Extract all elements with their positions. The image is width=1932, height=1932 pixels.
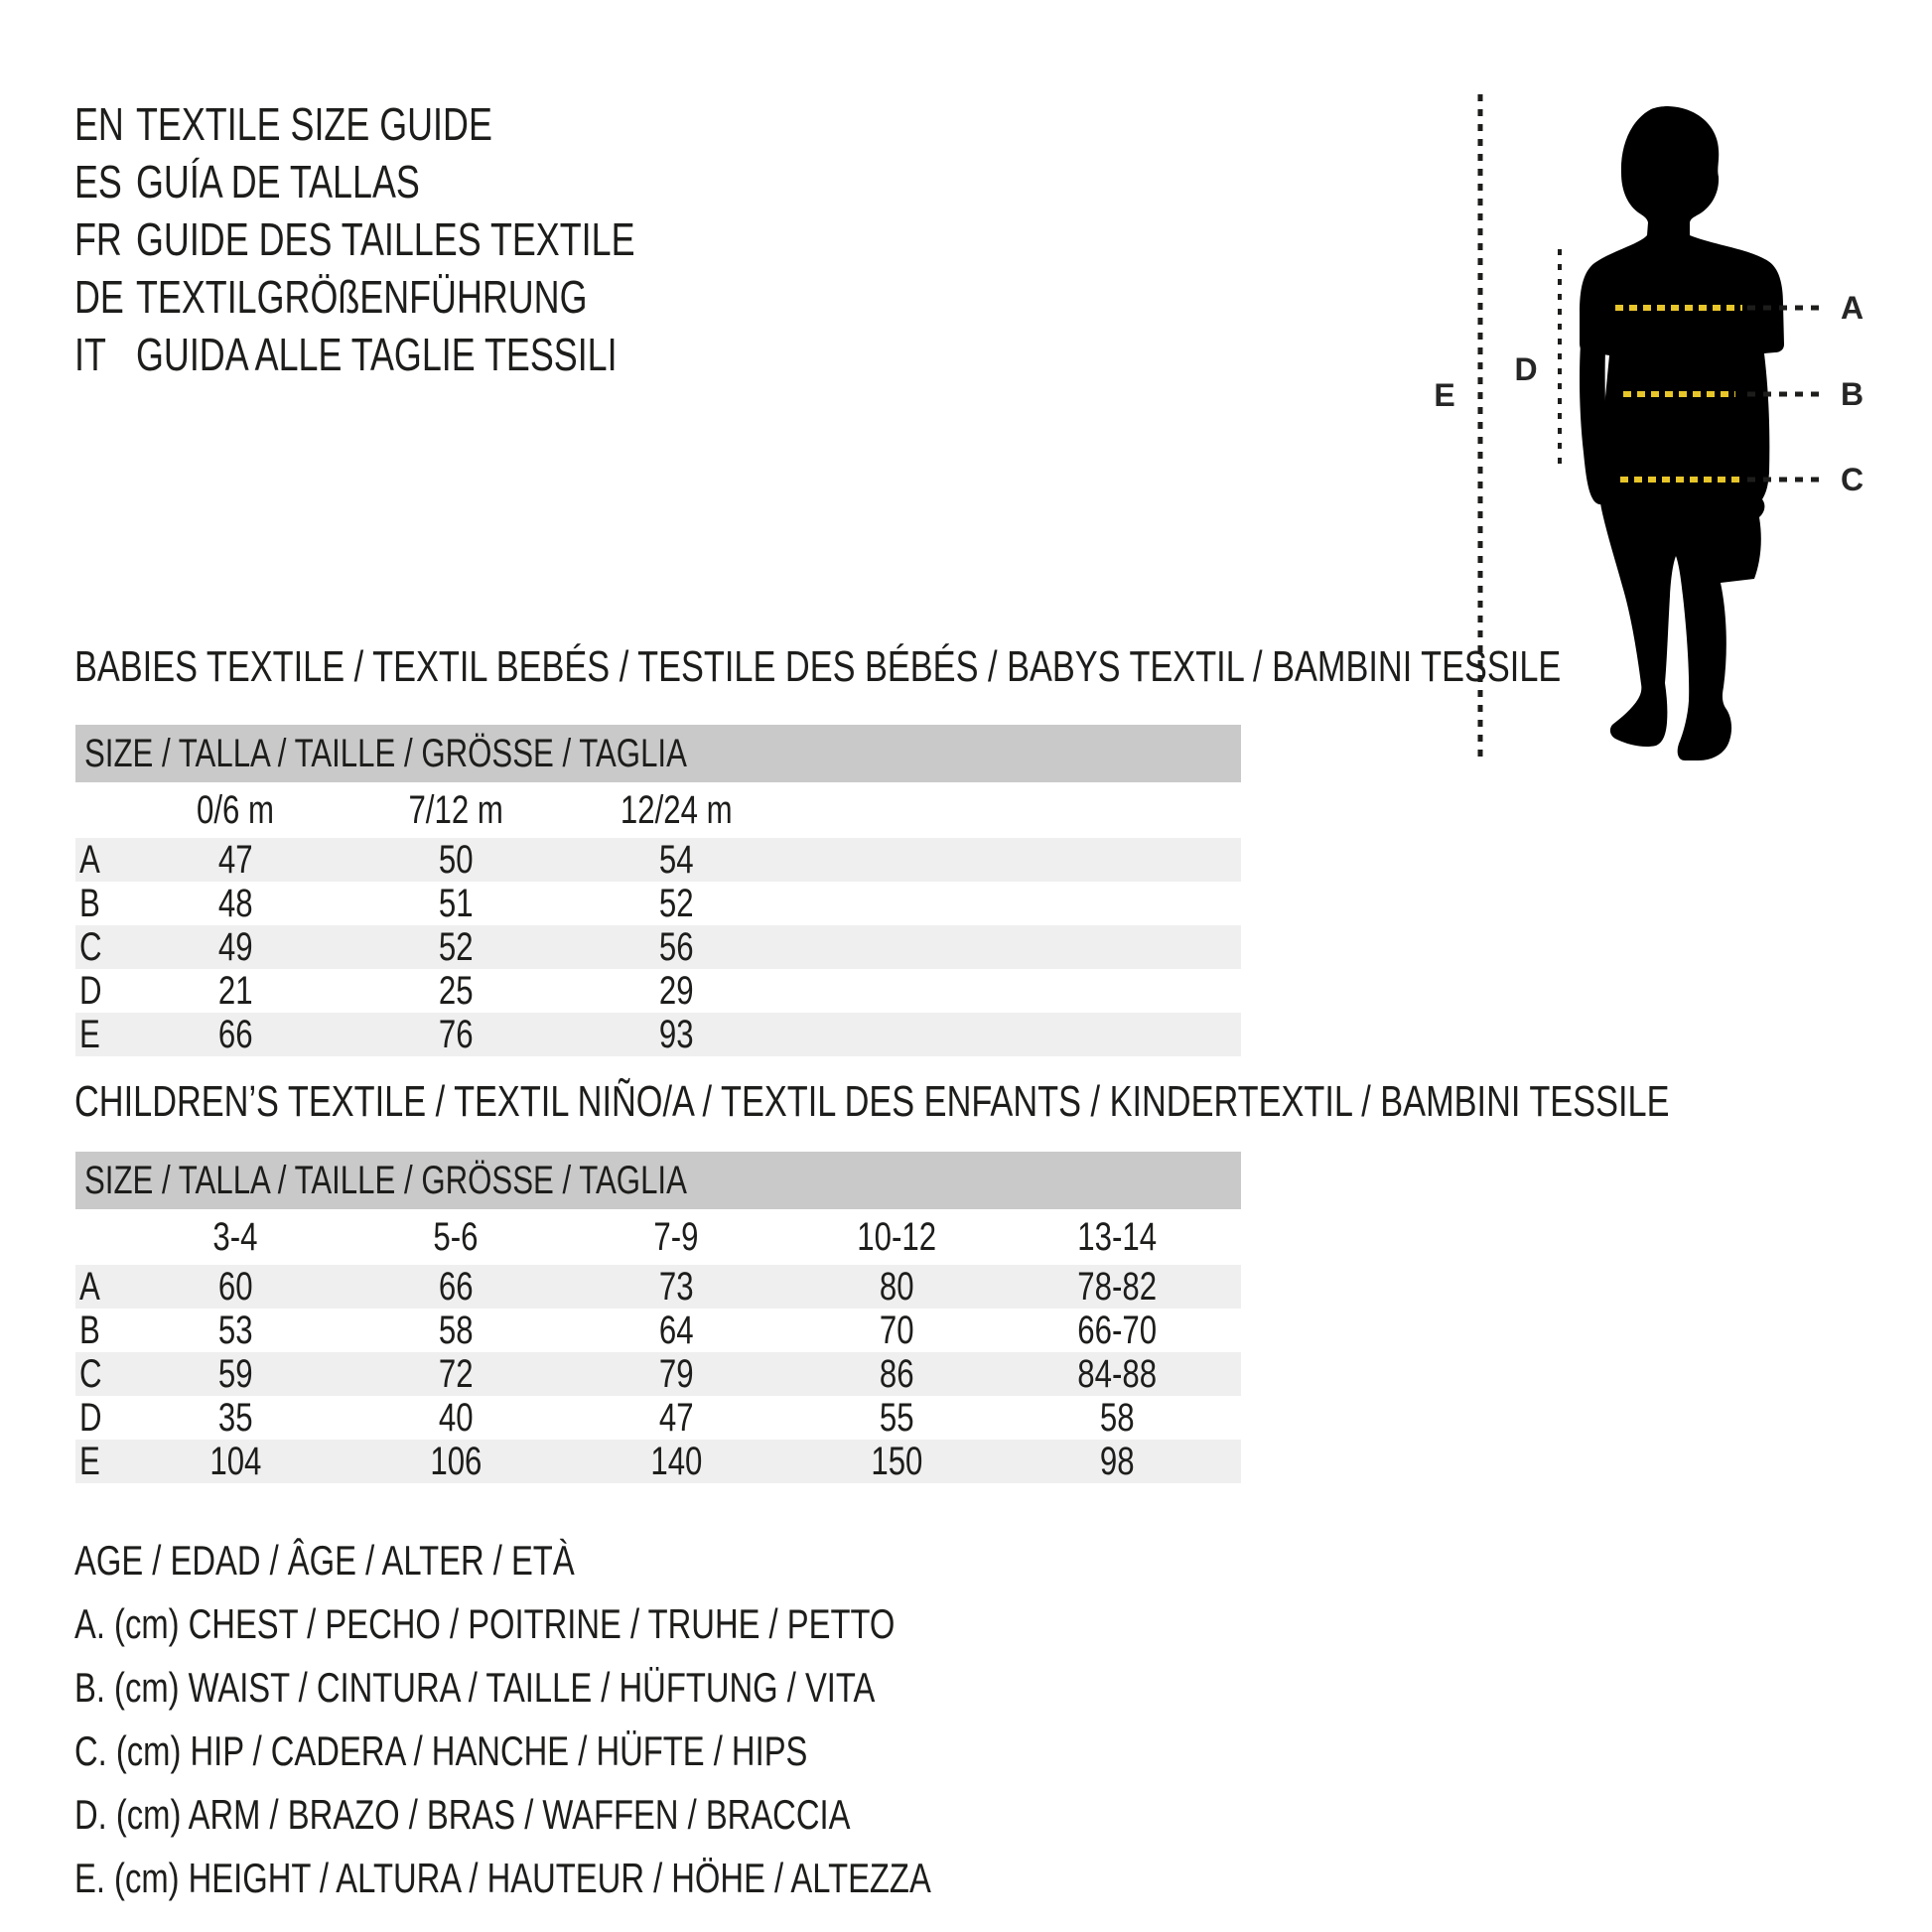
value-cell: 79: [658, 1351, 694, 1396]
lang-code: ES: [74, 156, 122, 207]
row-label: B: [79, 1308, 100, 1352]
table-row: [75, 1309, 1241, 1352]
value-cell: 25: [438, 968, 474, 1013]
table-row: [75, 1352, 1241, 1396]
figure-label-e: E: [1434, 377, 1455, 413]
value-cell: 70: [879, 1308, 914, 1352]
lang-code: FR: [74, 213, 122, 265]
column-header-cell: 10-12: [857, 1214, 936, 1259]
lang-row-fr: [74, 210, 775, 268]
value-cell: 150: [870, 1439, 923, 1483]
lang-title: GUIDE DES TAILLES TEXTILE: [136, 213, 635, 265]
value-cell: 48: [217, 881, 253, 925]
value-cell: 66: [217, 1012, 253, 1056]
babies-section-title: BABIES TEXTILE / TEXTIL BEBÉS / TESTILE DES BÉBÉS / BABYS TEXTIL / BAMBINI TESSILE: [74, 642, 1562, 691]
lang-row-en: [74, 95, 775, 153]
value-cell: 140: [649, 1439, 703, 1483]
table-row: [75, 925, 1241, 969]
measurement-legend: [74, 1529, 1173, 1910]
value-cell: 104: [208, 1439, 262, 1483]
table-row: [75, 882, 1241, 925]
value-cell: 76: [438, 1012, 474, 1056]
value-cell: 58: [1099, 1395, 1135, 1440]
value-cell: 58: [438, 1308, 474, 1352]
value-cell: 29: [658, 968, 694, 1013]
language-header: [74, 95, 775, 383]
lang-row-de: [74, 268, 775, 326]
lang-row-it: [74, 326, 775, 383]
value-cell: 52: [658, 881, 694, 925]
lang-title: GUIDA ALLE TAGLIE TESSILI: [136, 329, 618, 380]
value-cell: 80: [879, 1264, 914, 1309]
lang-row-es: [74, 153, 775, 210]
value-cell: 55: [879, 1395, 914, 1440]
children-section-title: CHILDREN’S TEXTILE / TEXTIL NIÑO/A / TEXTIL DES ENFANTS / KINDERTEXTIL / BAMBINI TESSILE: [74, 1077, 1670, 1126]
column-header-row: [75, 782, 1241, 838]
value-cell: 78-82: [1077, 1264, 1157, 1309]
column-header-cell: 7/12 m: [408, 787, 503, 832]
row-label: E: [79, 1439, 100, 1483]
value-cell: 47: [658, 1395, 694, 1440]
row-label: B: [79, 881, 100, 925]
column-header-cell: 0/6 m: [196, 787, 275, 832]
figure-label-d: D: [1514, 351, 1538, 387]
children-size-table: [75, 1152, 1241, 1483]
lang-title: TEXTILE SIZE GUIDE: [136, 98, 492, 150]
value-cell: 54: [658, 837, 694, 882]
row-label: D: [79, 968, 102, 1013]
table-header-band: SIZE / TALLA / TAILLE / GRÖSSE / TAGLIA: [75, 1152, 1241, 1209]
value-cell: 93: [658, 1012, 694, 1056]
value-cell: 40: [438, 1395, 474, 1440]
legend-line-waist: B. (cm) WAIST / CINTURA / TAILLE / HÜFTUNG / VITA: [74, 1664, 876, 1711]
value-cell: 53: [217, 1308, 253, 1352]
lang-title: TEXTILGRÖßENFÜHRUNG: [136, 271, 588, 323]
figure-label-c: C: [1841, 462, 1864, 497]
value-cell: 56: [658, 924, 694, 969]
value-cell: 66: [438, 1264, 474, 1309]
value-cell: 73: [658, 1264, 694, 1309]
value-cell: 59: [217, 1351, 253, 1396]
column-header-cell: 13-14: [1077, 1214, 1157, 1259]
value-cell: 98: [1099, 1439, 1135, 1483]
value-cell: 106: [429, 1439, 483, 1483]
value-cell: 50: [438, 837, 474, 882]
value-cell: 47: [217, 837, 253, 882]
legend-line-hip: C. (cm) HIP / CADERA / HANCHE / HÜFTE / HIPS: [74, 1727, 808, 1774]
figure-label-b: B: [1841, 376, 1864, 412]
lang-code: EN: [74, 98, 124, 150]
table-row: [75, 1396, 1241, 1440]
column-header-row: [75, 1209, 1241, 1265]
row-label: C: [79, 1351, 102, 1396]
value-cell: 21: [217, 968, 253, 1013]
column-header-cell: 3-4: [212, 1214, 258, 1259]
row-label: D: [79, 1395, 102, 1440]
value-cell: 35: [217, 1395, 253, 1440]
babies-size-table: [75, 725, 1241, 1056]
value-cell: 72: [438, 1351, 474, 1396]
table-row: [75, 969, 1241, 1013]
row-label: C: [79, 924, 102, 969]
value-cell: 52: [438, 924, 474, 969]
row-label: E: [79, 1012, 100, 1056]
lang-code: DE: [74, 271, 124, 323]
value-cell: 60: [217, 1264, 253, 1309]
row-label: A: [79, 837, 100, 882]
value-cell: 51: [438, 881, 474, 925]
table-row: [75, 1013, 1241, 1056]
lang-code: IT: [74, 329, 106, 380]
column-header-cell: 5-6: [433, 1214, 479, 1259]
value-cell: 64: [658, 1308, 694, 1352]
value-cell: 84-88: [1077, 1351, 1157, 1396]
figure-label-a: A: [1841, 290, 1864, 326]
row-label: A: [79, 1264, 100, 1309]
value-cell: 49: [217, 924, 253, 969]
value-cell: 86: [879, 1351, 914, 1396]
lang-title: GUÍA DE TALLAS: [136, 156, 420, 207]
table-row: [75, 1440, 1241, 1483]
legend-line-arm: D. (cm) ARM / BRAZO / BRAS / WAFFEN / BRACCIA: [74, 1791, 851, 1838]
table-row: [75, 838, 1241, 882]
column-header-cell: 12/24 m: [620, 787, 733, 832]
column-header-cell: 7-9: [653, 1214, 699, 1259]
legend-line-chest: A. (cm) CHEST / PECHO / POITRINE / TRUHE / PETTO: [74, 1600, 896, 1647]
table-header-band: SIZE / TALLA / TAILLE / GRÖSSE / TAGLIA: [75, 725, 1241, 782]
legend-line-age: AGE / EDAD / ÂGE / ALTER / ETÀ: [74, 1537, 575, 1584]
legend-line-height: E. (cm) HEIGHT / ALTURA / HAUTEUR / HÖHE / ALTEZZA: [74, 1855, 931, 1901]
value-cell: 66-70: [1077, 1308, 1157, 1352]
table-row: [75, 1265, 1241, 1309]
